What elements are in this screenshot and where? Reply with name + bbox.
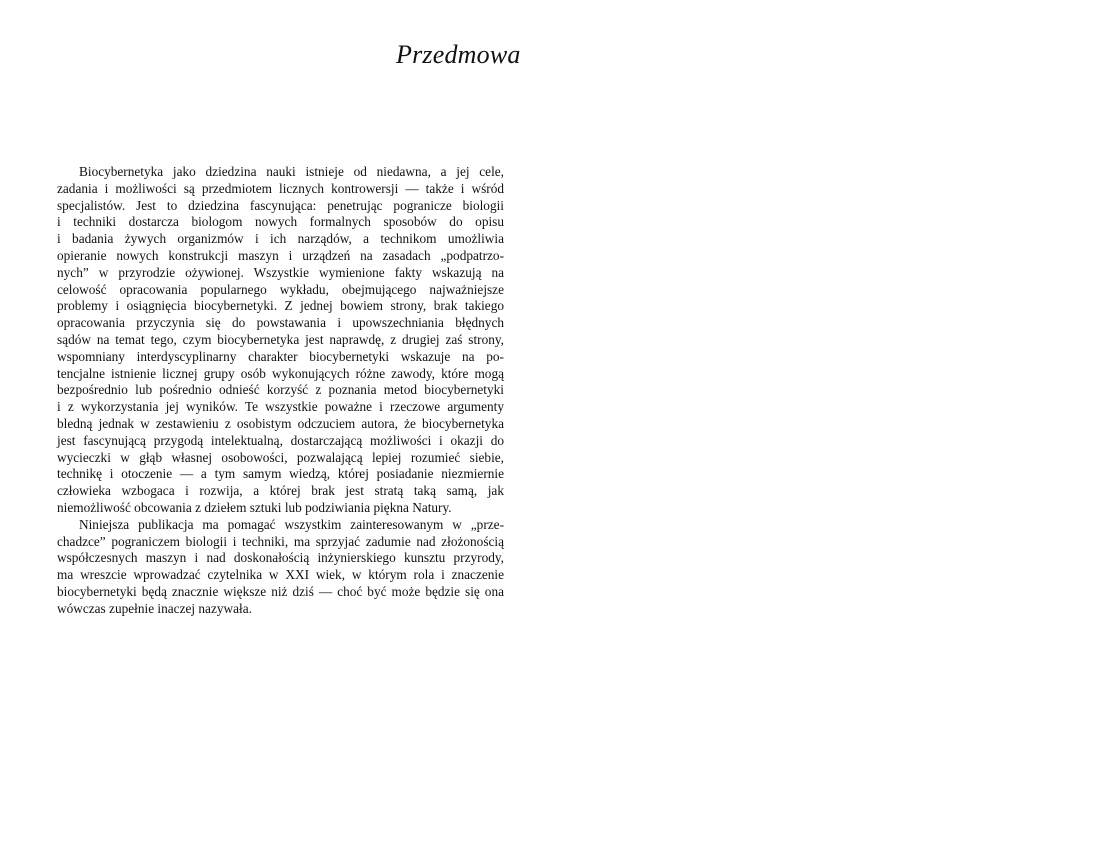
text-line: Biocybernetyka jako dziedzina nauki istnieje od niedawna, a jej cele, (79, 164, 504, 179)
text-line: bezpośrednio lub pośrednio odnieść korzyść z poznania metod biocybernetyki (57, 382, 504, 398)
text-line: jest fascynującą przygodą intelektualną, dostarczającą możliwości i okazji do (57, 432, 504, 448)
text-line: i badania żywych organizmów i ich narządów, a technikom umożliwia (57, 231, 504, 247)
text-line: bledną jednak w zestawieniu z osobistym odczuciem autora, że biocybernetyka (57, 415, 504, 431)
text-line: niemożliwość obcowania z dziełem sztuki lub podziwiania piękna Natury. (57, 499, 452, 515)
text-line: celowość opracowania popularnego wykładu, obejmującego najważniejsze (57, 281, 504, 297)
text-line: i techniki dostarcza biologom nowych formalnych sposobów do opisu (57, 214, 504, 230)
text-line: ma wreszcie wprowadzać czytelnika w XXI wiek, w którym rola i znaczenie (57, 567, 504, 583)
text-line: zadania i możliwości są przedmiotem licznych kontrowersji — także i wśród (57, 180, 504, 196)
text-line: tencjalne istnienie licznej grupy osób wykonujących różne zawody, które mogą (57, 365, 504, 381)
preface-text (57, 164, 504, 618)
text-line: technikę i otoczenie — a tym samym wiedzą, której posiadanie niezmiernie (57, 466, 504, 482)
text-line: nych” w przyrodzie ożywionej. Wszystkie wymienione fakty wskazują na (57, 264, 504, 280)
text-line: człowieka wzbogaca i rozwija, a której brak jest stratą taką samą, jak (57, 483, 504, 499)
text-line: Niniejsza publikacja ma pomagać wszystkim zainteresowanym w „prze- (79, 516, 504, 532)
text-line: wycieczki w głąb własnej osobowości, pozwalającą lepiej rozumieć siebie, (57, 449, 504, 465)
text-line: opracowania przyczynia się do powstawania i upowszechniania błędnych (57, 315, 504, 331)
page-title: Przedmowa (396, 40, 521, 69)
text-line: biocybernetyki będą znacznie większe niż dziś — choć być może będzie się ona (57, 583, 504, 599)
text-line: opieranie nowych konstrukcji maszyn i urządzeń na zasadach „podpatrzo- (57, 247, 504, 263)
text-line: specjalistów. Jest to dziedzina fascynująca: penetrując pogranicze biologii (57, 197, 504, 213)
text-line: i z wykorzystania jej wyników. Te wszystkie poważne i rzeczowe argumenty (57, 399, 504, 415)
text-line: wówczas zupełnie inaczej nazywała. (57, 600, 252, 616)
text-line: współczesnych maszyn i nad doskonałością inżynierskiego kunsztu przyrody, (57, 550, 504, 566)
text-line: problemy i osiągnięcia biocybernetyki. Z jednej bowiem strony, brak takiego (57, 298, 504, 314)
text-line: wspomniany interdyscyplinarny charakter biocybernetyki wskazuje na po- (57, 348, 504, 364)
text-line: sądów na temat tego, czym biocybernetyka jest naprawdę, z drugiej zaś strony, (57, 331, 504, 347)
text-line: chadzce” pograniczem biologii i techniki, ma sprzyjać zadumie nad złożonością (57, 533, 504, 549)
